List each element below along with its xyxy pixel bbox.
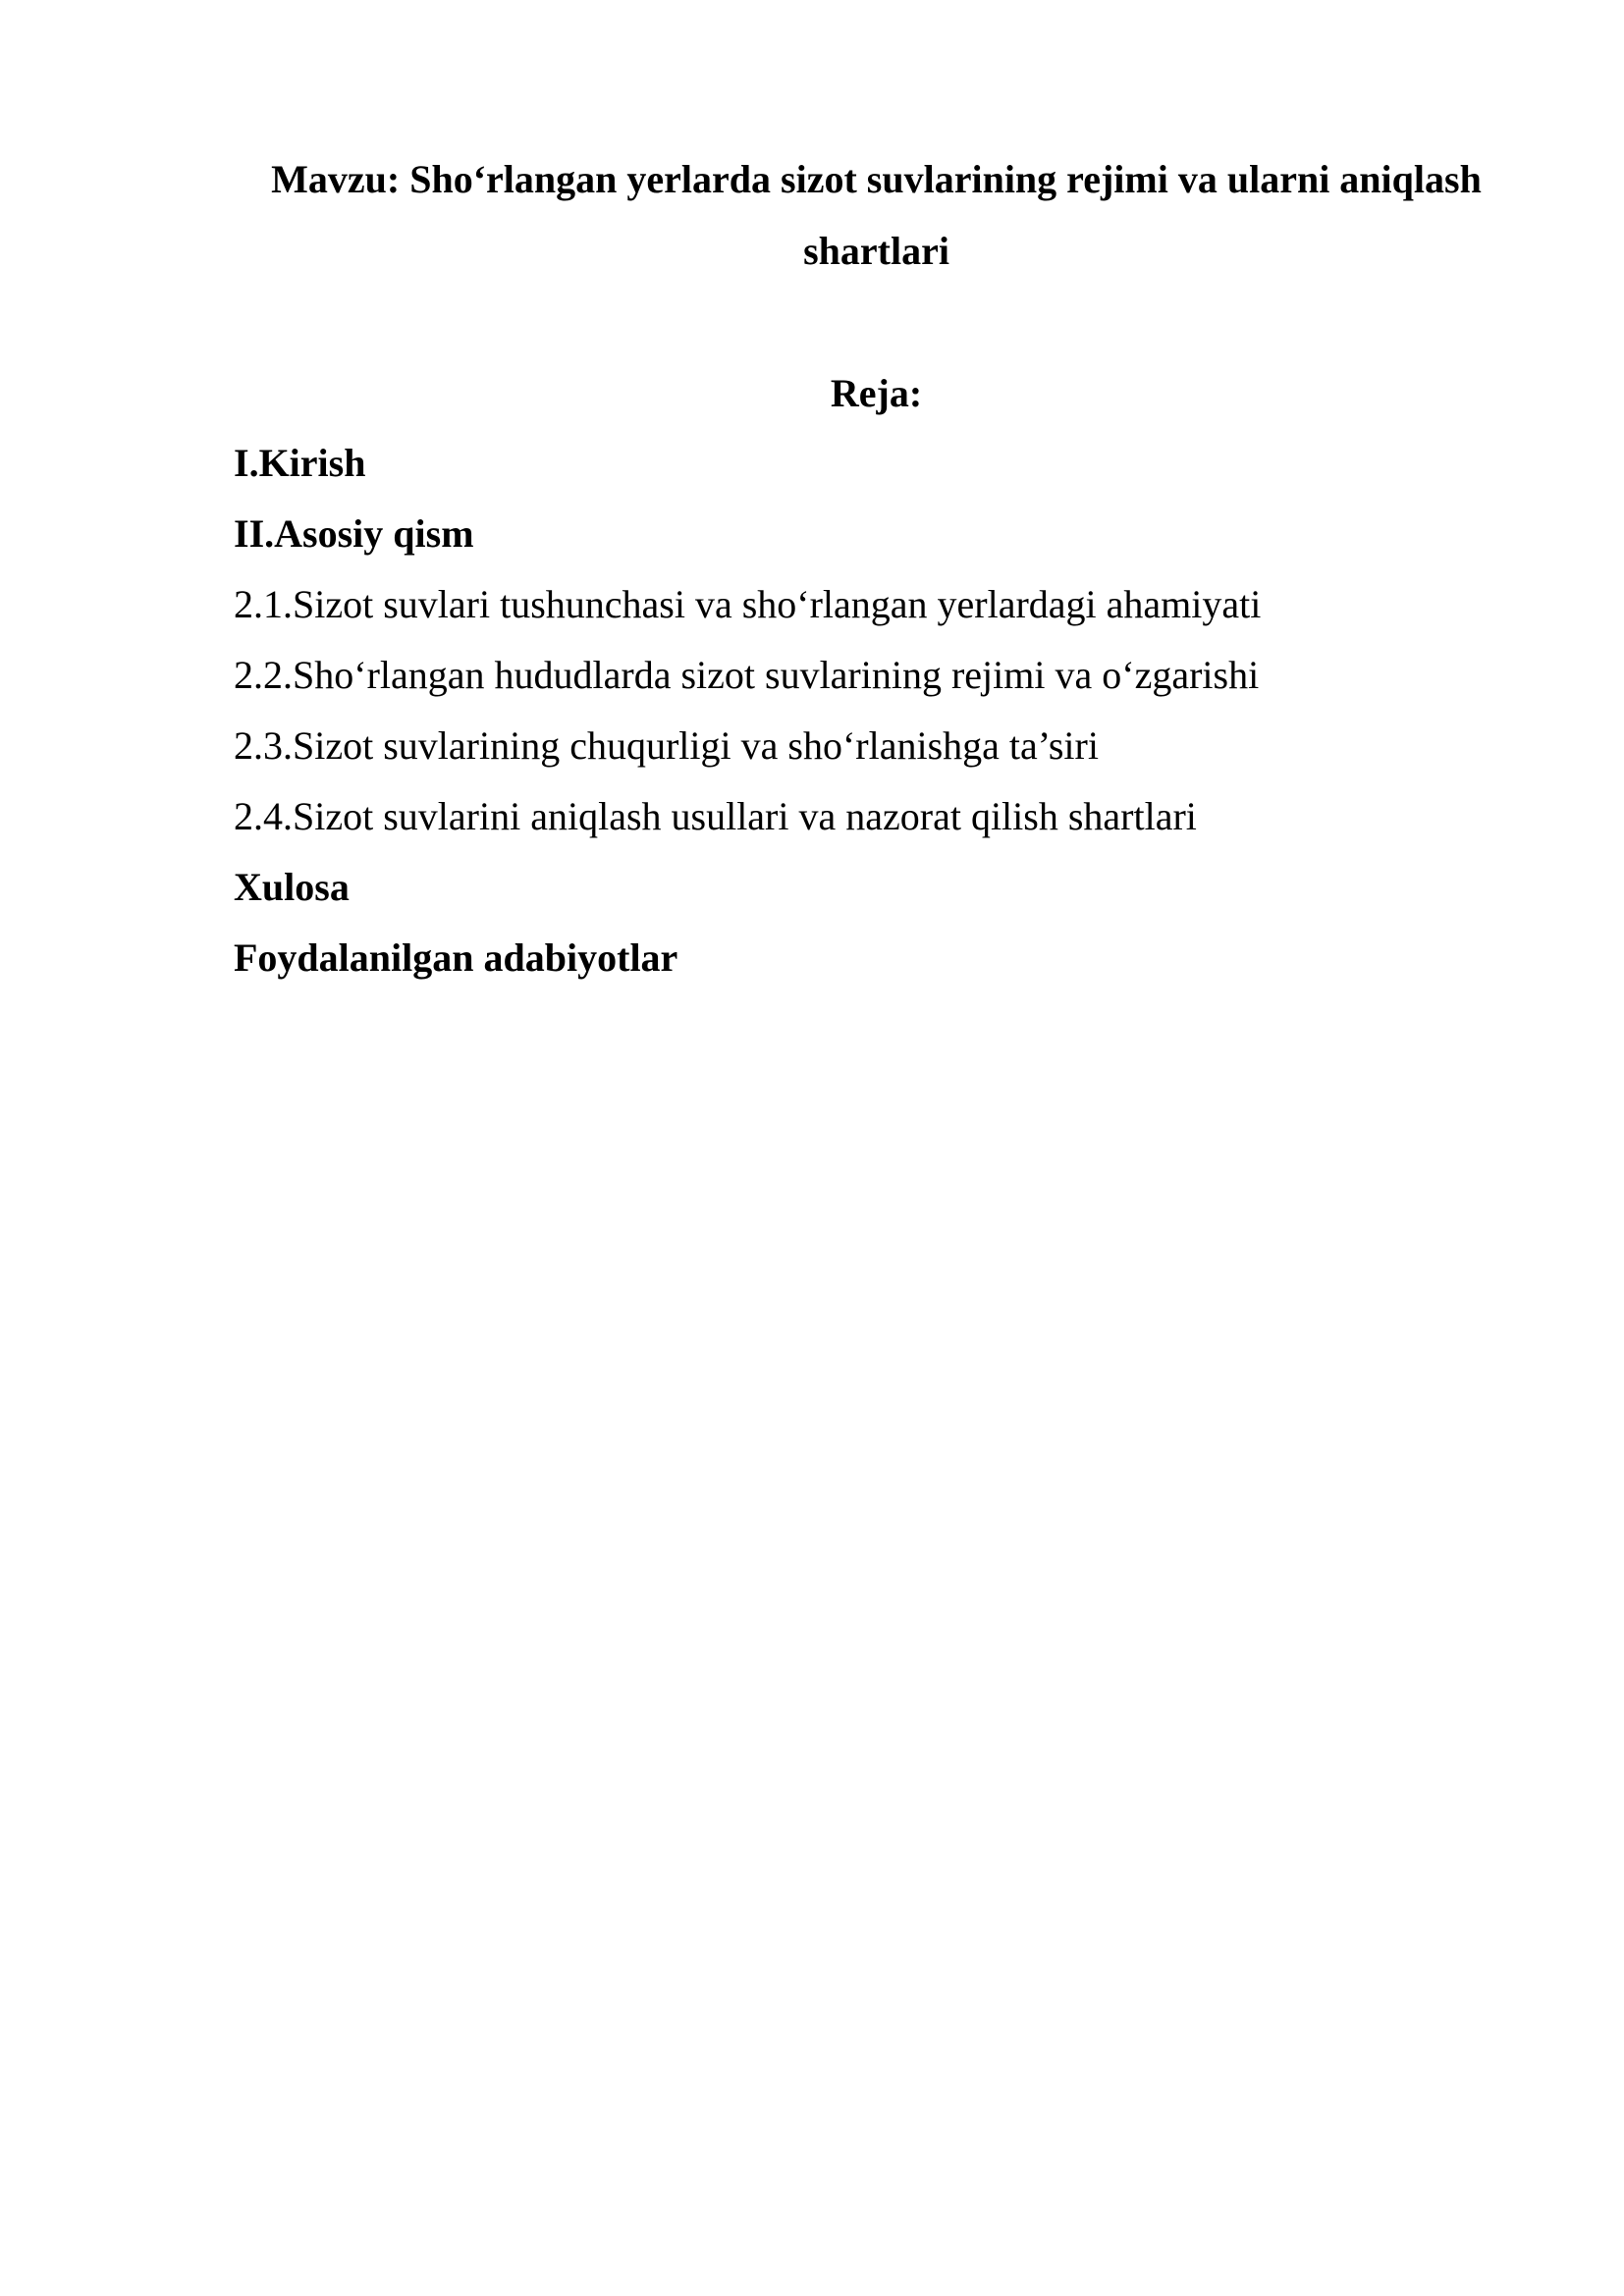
outline-item-introduction: I.Kirish xyxy=(234,441,366,485)
outline-item-conclusion: Xulosa xyxy=(234,865,350,909)
document-title-line-1: Mavzu: Sho‘rlangan yerlarda sizot suvlarining rejimi va ularni aniqlash xyxy=(271,157,1482,201)
outline-item-2-1: 2.1.Sizot suvlari tushunchasi va sho‘rlangan yerlardagi ahamiyati xyxy=(234,582,1262,626)
outline-item-references: Foydalanilgan adabiyotlar xyxy=(234,935,678,980)
outline-item-main-part: II.Asosiy qism xyxy=(234,511,474,556)
outline-item-2-2: 2.2.Sho‘rlangan hududlarda sizot suvlarining rejimi va o‘zgarishi xyxy=(234,653,1260,697)
document-title-line-2: shartlari xyxy=(803,229,949,273)
plan-heading: Reja: xyxy=(830,371,923,415)
outline-item-2-3: 2.3.Sizot suvlarining chuqurligi va sho‘rlanishga ta’siri xyxy=(234,723,1099,768)
outline-item-2-4: 2.4.Sizot suvlarini aniqlash usullari va nazorat qilish shartlari xyxy=(234,794,1197,838)
